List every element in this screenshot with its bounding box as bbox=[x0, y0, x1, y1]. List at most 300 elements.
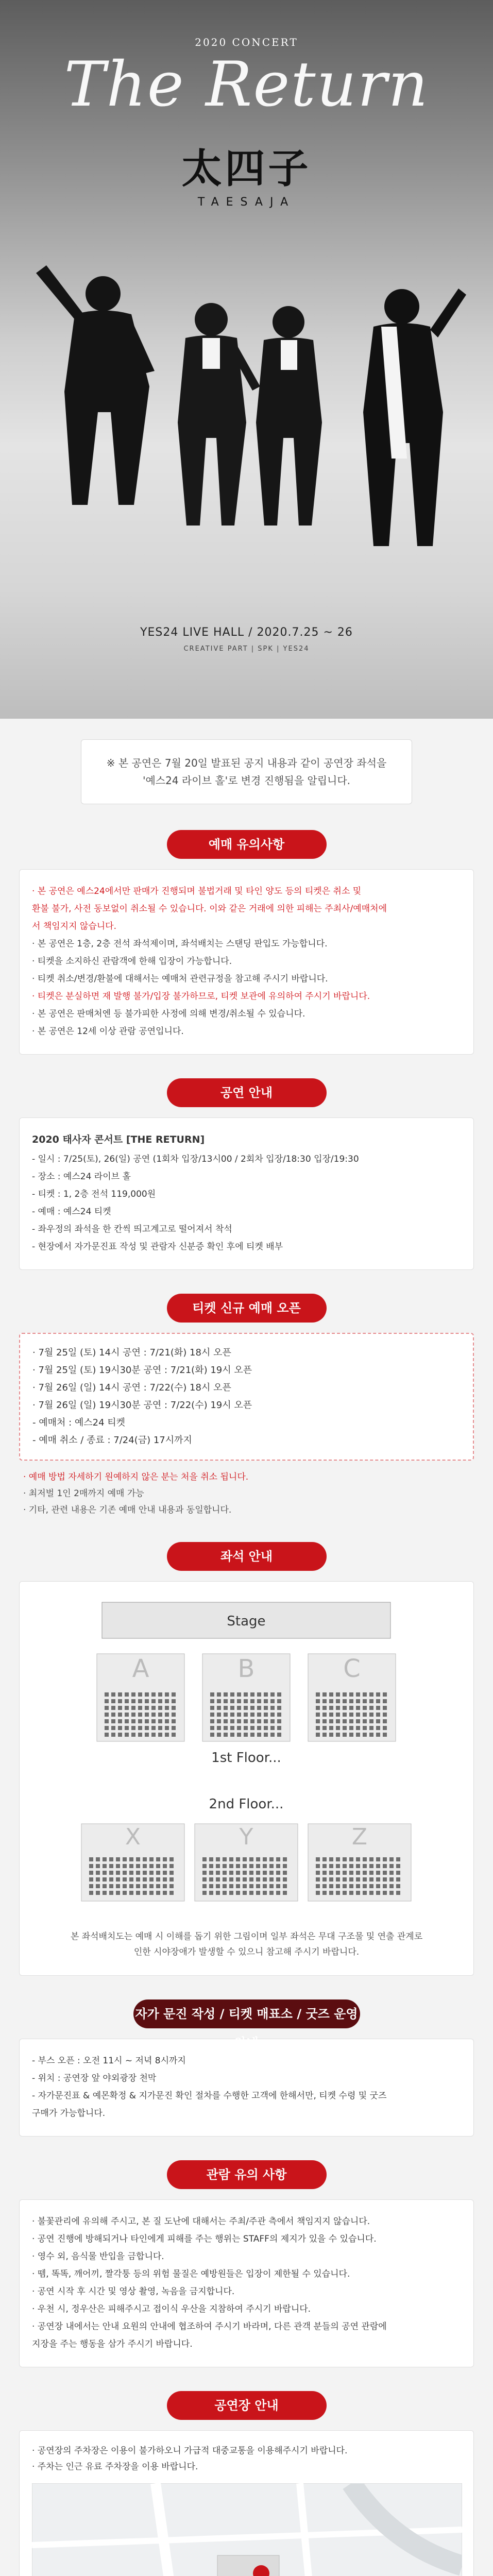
seat-mark bbox=[369, 1719, 373, 1723]
seat-mark bbox=[383, 1857, 387, 1861]
booking-note: · 티켓 취소/변경/환불에 대해서는 예매처 관련규정을 참고해 주시기 바랍니다. bbox=[32, 974, 328, 984]
seat-mark bbox=[363, 1871, 367, 1875]
seat-mark bbox=[163, 1871, 167, 1875]
seat-mark bbox=[322, 1891, 327, 1895]
seat-mark bbox=[263, 1871, 267, 1875]
booking-notes-section bbox=[19, 830, 474, 1055]
seat-mark bbox=[105, 1726, 109, 1730]
seat-mark bbox=[89, 1871, 93, 1875]
seat-mark bbox=[145, 1719, 149, 1723]
seat-mark bbox=[250, 1719, 254, 1723]
seat-mark bbox=[158, 1692, 162, 1697]
seat-mark bbox=[349, 1726, 353, 1730]
seat-mark bbox=[283, 1891, 287, 1895]
seat-mark bbox=[250, 1713, 254, 1717]
seat-mark bbox=[277, 1713, 281, 1717]
seat-mark bbox=[116, 1877, 120, 1882]
seat-mark bbox=[163, 1877, 167, 1882]
seat-mark bbox=[257, 1699, 261, 1703]
seat-mark bbox=[376, 1699, 380, 1703]
poster-romanized-title: TAESAJA bbox=[197, 196, 296, 209]
seat-mark bbox=[169, 1884, 174, 1888]
booking-note: · 티켓을 소지하신 관람객에 한해 입장이 가능합니다. bbox=[32, 956, 232, 967]
seat-mark bbox=[149, 1871, 154, 1875]
seat-mark bbox=[276, 1891, 280, 1895]
seat-mark bbox=[283, 1857, 287, 1861]
seat-mark bbox=[283, 1877, 287, 1882]
seat-mark bbox=[172, 1726, 176, 1730]
seat-mark bbox=[329, 1733, 333, 1737]
seat-mark bbox=[209, 1871, 213, 1875]
seat-mark bbox=[396, 1864, 400, 1868]
seat-mark bbox=[376, 1726, 380, 1730]
seat-mark bbox=[223, 1871, 227, 1875]
seat-mark bbox=[243, 1891, 247, 1895]
seat-mark bbox=[264, 1706, 268, 1710]
seat-mark bbox=[343, 1692, 347, 1697]
seat-mark bbox=[250, 1692, 254, 1697]
seat-mark bbox=[145, 1706, 149, 1710]
seat-mark bbox=[125, 1713, 129, 1717]
seat-mark bbox=[336, 1891, 340, 1895]
stage-label: Stage bbox=[227, 1614, 266, 1629]
seat-mark bbox=[118, 1706, 122, 1710]
seat-mark bbox=[223, 1884, 227, 1888]
seat-mark bbox=[316, 1713, 320, 1717]
seat-mark bbox=[389, 1864, 394, 1868]
seat-mark bbox=[316, 1726, 320, 1730]
seat-mark bbox=[223, 1864, 227, 1868]
venue-guide-line: · 주차는 인근 유료 주차장을 이용 바랍니다. bbox=[32, 2462, 198, 2472]
block-z-label: Z bbox=[351, 1824, 368, 1850]
seat-block-z bbox=[308, 1824, 411, 1901]
seat-map-section bbox=[19, 1542, 474, 1976]
seat-mark bbox=[244, 1719, 248, 1723]
seat-mark bbox=[236, 1884, 240, 1888]
seat-mark bbox=[123, 1864, 127, 1868]
block-c-label: C bbox=[343, 1654, 361, 1683]
seat-mark bbox=[230, 1733, 234, 1737]
seat-mark bbox=[158, 1713, 162, 1717]
seat-mark bbox=[123, 1884, 127, 1888]
seat-mark bbox=[263, 1891, 267, 1895]
seat-mark bbox=[149, 1864, 154, 1868]
performance-detail: - 일시 : 7/25(토), 26(일) 공연 (1회차 입장/13시00 / 2회차 입장/18:30 입장/19:30 bbox=[32, 1154, 359, 1164]
seat-mark bbox=[256, 1891, 260, 1895]
seat-mark bbox=[172, 1699, 176, 1703]
self-check-line: 구매가 가능합니다. bbox=[32, 2108, 106, 2119]
seat-mark bbox=[276, 1884, 280, 1888]
seat-mark bbox=[236, 1877, 240, 1882]
poster-credits: CREATIVE PART | SPK | YES24 bbox=[183, 645, 310, 653]
seat-mark bbox=[202, 1877, 207, 1882]
performance-detail: - 장소 : 예스24 라이브 홀 bbox=[32, 1172, 131, 1182]
seat-mark bbox=[343, 1871, 347, 1875]
seat-mark bbox=[209, 1891, 213, 1895]
seat-mark bbox=[336, 1713, 340, 1717]
seat-mark bbox=[125, 1692, 129, 1697]
seat-mark bbox=[389, 1871, 394, 1875]
booking-note: · 본 공연은 12세 이상 관람 공연입니다. bbox=[32, 1026, 184, 1037]
seat-mark bbox=[363, 1713, 367, 1717]
member-figure bbox=[178, 303, 260, 526]
viewing-note: · 뗌, 똑똑, 깨어끼, 짤각퉁 등의 위험 물질은 예방원들은 입장이 제한될 수 있습니다. bbox=[32, 2269, 350, 2279]
seat-mark bbox=[136, 1864, 140, 1868]
seat-mark bbox=[336, 1726, 340, 1730]
seat-mark bbox=[383, 1871, 387, 1875]
seat-mark bbox=[250, 1699, 254, 1703]
seat-mark bbox=[131, 1726, 135, 1730]
seat-mark bbox=[343, 1699, 347, 1703]
seat-mark bbox=[356, 1699, 360, 1703]
seat-mark bbox=[138, 1713, 142, 1717]
seat-mark bbox=[277, 1706, 281, 1710]
seat-mark bbox=[383, 1713, 387, 1717]
band-members-illustration bbox=[0, 216, 493, 618]
seat-mark bbox=[329, 1726, 333, 1730]
seat-block-x bbox=[81, 1824, 184, 1901]
self-check-section bbox=[19, 1999, 474, 2137]
seat-mark bbox=[111, 1713, 115, 1717]
seat-mark bbox=[322, 1692, 327, 1697]
venue-guide-badge: 공연장 안내 bbox=[167, 2391, 327, 2420]
seat-mark bbox=[138, 1699, 142, 1703]
seat-mark bbox=[322, 1877, 327, 1882]
seat-mark bbox=[109, 1857, 113, 1861]
seat-mark bbox=[172, 1733, 176, 1737]
seat-mark bbox=[329, 1719, 333, 1723]
self-check-line: - 위치 : 공연장 앞 야외광장 천막 bbox=[32, 2073, 157, 2083]
self-check-line: - 자가문진표 & 예몬확정 & 지가문진 확인 절차를 수행한 고객에 한해서만, 티켓 수령 및 굿즈 bbox=[32, 2091, 387, 2101]
seat-mark bbox=[156, 1884, 160, 1888]
seat-mark bbox=[224, 1713, 228, 1717]
seat-mark bbox=[116, 1857, 120, 1861]
seat-mark bbox=[138, 1733, 142, 1737]
seat-mark bbox=[277, 1699, 281, 1703]
viewing-note: 지장을 주는 행동을 삼가 주시기 바랍니다. bbox=[32, 2339, 193, 2349]
seat-mark bbox=[383, 1692, 387, 1697]
poster-script-title: The Return bbox=[64, 49, 429, 121]
seat-mark bbox=[216, 1871, 220, 1875]
seat-mark bbox=[149, 1877, 154, 1882]
seat-mark bbox=[276, 1864, 280, 1868]
seat-mark bbox=[256, 1857, 260, 1861]
seat-mark bbox=[283, 1871, 287, 1875]
seat-mark bbox=[376, 1871, 380, 1875]
seat-mark bbox=[105, 1733, 109, 1737]
seat-mark bbox=[103, 1857, 107, 1861]
poster-hanja-title: 太四子 bbox=[181, 145, 312, 192]
seat-mark bbox=[369, 1733, 373, 1737]
seat-mark bbox=[369, 1884, 373, 1888]
seat-mark bbox=[277, 1733, 281, 1737]
block-a-label: A bbox=[132, 1654, 149, 1683]
seat-mark bbox=[349, 1891, 353, 1895]
seat-mark bbox=[277, 1726, 281, 1730]
seat-mark bbox=[376, 1884, 380, 1888]
seat-mark bbox=[343, 1877, 347, 1882]
seat-mark bbox=[396, 1891, 400, 1895]
seat-mark bbox=[329, 1877, 333, 1882]
seat-mark bbox=[229, 1884, 233, 1888]
seat-mark bbox=[316, 1857, 320, 1861]
booking-note: 서 책임지지 않습니다. bbox=[32, 921, 117, 931]
seat-mark bbox=[257, 1713, 261, 1717]
seat-mark bbox=[143, 1864, 147, 1868]
seat-mark bbox=[356, 1692, 360, 1697]
seat-mark bbox=[376, 1692, 380, 1697]
seat-mark bbox=[343, 1857, 347, 1861]
seat-mark bbox=[356, 1877, 360, 1882]
seat-mark bbox=[263, 1857, 267, 1861]
seat-mark bbox=[143, 1877, 147, 1882]
seat-mark bbox=[283, 1864, 287, 1868]
seat-mark bbox=[349, 1857, 353, 1861]
seat-mark bbox=[369, 1706, 373, 1710]
viewing-note: · 불꽃관리에 유의해 주시고, 본 질 도난에 대해서는 주최/주관 측에서 책임지지 않습니다. bbox=[32, 2216, 370, 2227]
seat-mark bbox=[217, 1706, 221, 1710]
seat-mark bbox=[224, 1692, 228, 1697]
second-floor-label: 2nd Floor... bbox=[209, 1797, 284, 1812]
seat-map-panel bbox=[19, 1581, 474, 1976]
booking-note: 환불 불가, 사전 동보없이 취소될 수 있습니다. 이와 같은 거래에 의한 피해는 주최사/예매처에 bbox=[32, 904, 387, 914]
seat-mark bbox=[369, 1692, 373, 1697]
booking-note: · 티켓은 분실하면 재 발행 불가/입장 불가하므로, 티켓 보관에 유의하여 주시기 바랍니다. bbox=[32, 991, 370, 1002]
venue-guide-line: · 공연장의 주차장은 이용이 불가하오니 가급적 대중교통을 이용해주시기 바랍니다. bbox=[32, 2446, 348, 2456]
seat-mark bbox=[123, 1877, 127, 1882]
seat-mark bbox=[169, 1857, 174, 1861]
seat-mark bbox=[209, 1857, 213, 1861]
seat-mark bbox=[216, 1857, 220, 1861]
seat-mark bbox=[163, 1857, 167, 1861]
seat-mark bbox=[363, 1891, 367, 1895]
seat-mark bbox=[396, 1884, 400, 1888]
seat-mark bbox=[376, 1857, 380, 1861]
seat-mark bbox=[264, 1719, 268, 1723]
seat-mark bbox=[169, 1877, 174, 1882]
seat-mark bbox=[105, 1692, 109, 1697]
seat-mark bbox=[249, 1877, 253, 1882]
seat-mark bbox=[343, 1733, 347, 1737]
venue-change-notice bbox=[81, 739, 412, 804]
seat-mark bbox=[138, 1692, 142, 1697]
seat-mark bbox=[217, 1719, 221, 1723]
seat-mark bbox=[270, 1692, 275, 1697]
seat-mark bbox=[165, 1692, 169, 1697]
seat-mark bbox=[129, 1871, 133, 1875]
seat-mark bbox=[356, 1857, 360, 1861]
seat-mark bbox=[217, 1692, 221, 1697]
seat-mark bbox=[369, 1871, 373, 1875]
seat-mark bbox=[237, 1706, 241, 1710]
seat-mark bbox=[264, 1713, 268, 1717]
seat-mark bbox=[116, 1891, 120, 1895]
seat-mark bbox=[329, 1857, 333, 1861]
seat-mark bbox=[202, 1884, 207, 1888]
seat-mark bbox=[369, 1857, 373, 1861]
seat-mark bbox=[224, 1726, 228, 1730]
seat-mark bbox=[322, 1726, 327, 1730]
seat-mark bbox=[123, 1857, 127, 1861]
seat-mark bbox=[165, 1699, 169, 1703]
seat-mark bbox=[129, 1857, 133, 1861]
seat-mark bbox=[96, 1891, 100, 1895]
seat-mark bbox=[224, 1719, 228, 1723]
seat-mark bbox=[369, 1891, 373, 1895]
seat-mark bbox=[383, 1699, 387, 1703]
seat-mark bbox=[163, 1884, 167, 1888]
seat-mark bbox=[250, 1733, 254, 1737]
seat-mark bbox=[356, 1871, 360, 1875]
seat-mark bbox=[131, 1719, 135, 1723]
seat-mark bbox=[322, 1699, 327, 1703]
seat-mark bbox=[209, 1864, 213, 1868]
seat-mark bbox=[131, 1733, 135, 1737]
seat-mark bbox=[202, 1857, 207, 1861]
seat-mark bbox=[349, 1706, 353, 1710]
seat-mark bbox=[145, 1699, 149, 1703]
seat-mark bbox=[243, 1884, 247, 1888]
seat-mark bbox=[343, 1864, 347, 1868]
seat-mark bbox=[96, 1864, 100, 1868]
seat-mark bbox=[369, 1864, 373, 1868]
seat-mark bbox=[236, 1871, 240, 1875]
seat-mark bbox=[264, 1692, 268, 1697]
seat-mark bbox=[349, 1864, 353, 1868]
seat-mark bbox=[329, 1699, 333, 1703]
seat-mark bbox=[237, 1699, 241, 1703]
seat-mark bbox=[243, 1877, 247, 1882]
seat-mark bbox=[210, 1733, 214, 1737]
seat-mark bbox=[356, 1726, 360, 1730]
seat-mark bbox=[363, 1877, 367, 1882]
seat-mark bbox=[349, 1884, 353, 1888]
seat-mark bbox=[270, 1733, 275, 1737]
seat-mark bbox=[336, 1719, 340, 1723]
seat-mark bbox=[336, 1699, 340, 1703]
seat-mark bbox=[269, 1871, 274, 1875]
seat-mark bbox=[129, 1891, 133, 1895]
seat-map-caption-line: 본 좌석배치도는 예매 시 이해를 돕기 위한 그림이며 일부 좌석은 무대 구조물 및 연출 관계로 bbox=[70, 1931, 423, 1942]
seat-mark bbox=[158, 1733, 162, 1737]
seat-mark bbox=[136, 1857, 140, 1861]
seat-mark bbox=[151, 1692, 156, 1697]
seat-mark bbox=[383, 1726, 387, 1730]
ticket-open-line: · 7월 25일 (토) 14시 공연 : 7/21(화) 18시 오픈 bbox=[32, 1347, 231, 1358]
seat-mark bbox=[276, 1857, 280, 1861]
seat-mark bbox=[216, 1877, 220, 1882]
seat-mark bbox=[89, 1891, 93, 1895]
seat-mark bbox=[236, 1891, 240, 1895]
seat-mark bbox=[316, 1877, 320, 1882]
seat-mark bbox=[349, 1877, 353, 1882]
ticket-open-line: · 7월 25일 (토) 19시30분 공연 : 7/21(화) 19시 오픈 bbox=[32, 1365, 252, 1376]
seat-mark bbox=[116, 1864, 120, 1868]
seat-mark bbox=[257, 1726, 261, 1730]
seat-mark bbox=[277, 1719, 281, 1723]
seat-mark bbox=[329, 1713, 333, 1717]
seat-mark bbox=[209, 1884, 213, 1888]
seat-mark bbox=[118, 1713, 122, 1717]
seat-mark bbox=[163, 1864, 167, 1868]
seat-mark bbox=[343, 1726, 347, 1730]
seat-mark bbox=[336, 1692, 340, 1697]
seat-mark bbox=[230, 1706, 234, 1710]
seat-mark bbox=[118, 1692, 122, 1697]
self-check-badge: 자가 문진 작성 / 티켓 매표소 / 굿즈 운영 안내 bbox=[133, 1999, 360, 2028]
seat-mark bbox=[224, 1699, 228, 1703]
seat-mark bbox=[89, 1857, 93, 1861]
seat-mark bbox=[129, 1884, 133, 1888]
seat-mark bbox=[256, 1864, 260, 1868]
booking-notes-badge: 예매 유의사항 bbox=[167, 830, 327, 859]
concert-label: 2020 CONCERT bbox=[195, 36, 298, 48]
seat-mark bbox=[250, 1726, 254, 1730]
seat-mark bbox=[111, 1726, 115, 1730]
first-floor-label: 1st Floor... bbox=[211, 1750, 281, 1766]
seat-mark bbox=[322, 1871, 327, 1875]
seat-mark bbox=[237, 1726, 241, 1730]
seat-mark bbox=[383, 1719, 387, 1723]
seat-mark bbox=[336, 1877, 340, 1882]
seat-mark bbox=[131, 1692, 135, 1697]
seat-mark bbox=[103, 1864, 107, 1868]
seat-mark bbox=[349, 1871, 353, 1875]
seat-mark bbox=[276, 1877, 280, 1882]
seat-mark bbox=[363, 1699, 367, 1703]
seat-mark bbox=[264, 1699, 268, 1703]
seat-mark bbox=[131, 1699, 135, 1703]
seat-mark bbox=[283, 1884, 287, 1888]
seat-mark bbox=[230, 1699, 234, 1703]
seat-mark bbox=[136, 1884, 140, 1888]
seat-mark bbox=[276, 1871, 280, 1875]
seat-mark bbox=[236, 1864, 240, 1868]
seat-mark bbox=[269, 1877, 274, 1882]
seat-mark bbox=[322, 1857, 327, 1861]
seat-mark bbox=[356, 1891, 360, 1895]
seat-mark bbox=[316, 1733, 320, 1737]
seat-mark bbox=[336, 1706, 340, 1710]
booking-notes-panel bbox=[19, 869, 474, 1055]
booking-note: · 본 공연은 예스24에서만 판매가 진행되며 불법거래 및 타인 양도 등의 티켓은 취소 및 bbox=[32, 886, 362, 896]
member-figure bbox=[363, 289, 466, 546]
seat-mark bbox=[363, 1733, 367, 1737]
venue-guide-section bbox=[19, 2391, 474, 2576]
seat-mark bbox=[217, 1726, 221, 1730]
seat-mark bbox=[336, 1864, 340, 1868]
seat-mark bbox=[236, 1857, 240, 1861]
seat-mark bbox=[270, 1699, 275, 1703]
seat-mark bbox=[329, 1871, 333, 1875]
seat-mark bbox=[230, 1692, 234, 1697]
seat-mark bbox=[202, 1871, 207, 1875]
seat-mark bbox=[369, 1877, 373, 1882]
seat-mark bbox=[210, 1706, 214, 1710]
seat-mark bbox=[322, 1864, 327, 1868]
seat-mark bbox=[329, 1864, 333, 1868]
seat-mark bbox=[165, 1733, 169, 1737]
seat-mark bbox=[356, 1719, 360, 1723]
seat-mark bbox=[210, 1719, 214, 1723]
venue-map[interactable] bbox=[32, 2483, 462, 2576]
seat-mark bbox=[343, 1884, 347, 1888]
viewing-note: · 공연 진행에 방해되거나 타인에게 피해를 주는 행위는 STAFF의 제지가 있을 수 있습니다. bbox=[32, 2234, 377, 2244]
seat-mark bbox=[109, 1877, 113, 1882]
seat-mark bbox=[145, 1726, 149, 1730]
seat-mark bbox=[363, 1857, 367, 1861]
viewing-note: · 공연 시작 후 시간 및 영상 촬영, 녹음을 금지합니다. bbox=[32, 2286, 235, 2297]
